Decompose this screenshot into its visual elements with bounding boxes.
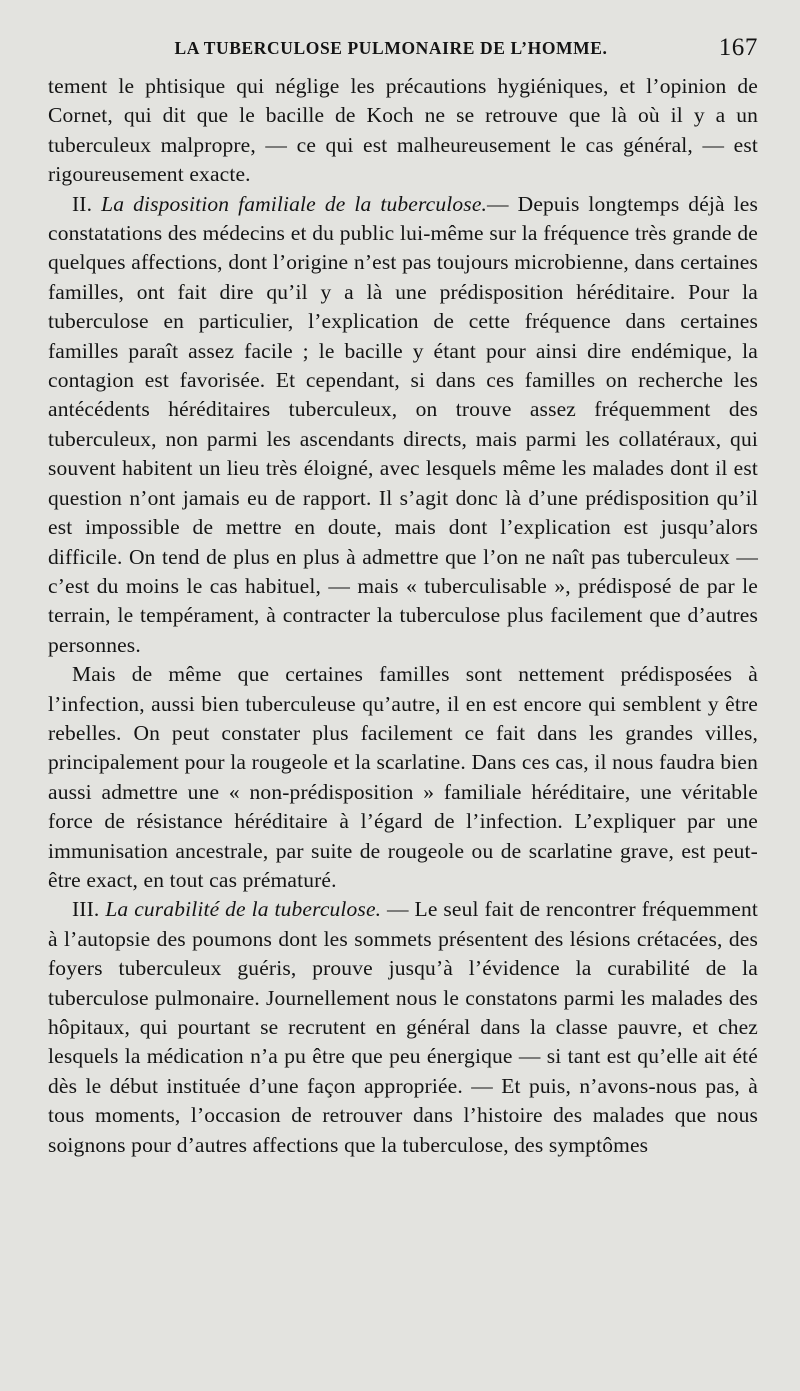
paragraph-text: tement le phtisique qui néglige les précautions hygiéniques, et l’opinion de Cornet, qui dit que le bacille de Koch ne se retrouve que là où il y a un tuberculeux malpropre, — ce qui est malheureusement le cas général, — est rigoureusement exacte. [48,74,758,187]
paragraph-text: — Depuis longtemps déjà les constatations des médecins et du public lui-même sur la fréquence très grande de quelques affections, dont l’origine n’est pas toujours microbienne, dans certaines familles, ont fait dire qu’il y a là une prédisposition héréditaire. Pour la tuberculose en particulier, l’explication de cette fréquence dans certaines familles paraît assez facile ; le bacille y étant pour ainsi dire endémique, la contagion est favorisée. Et cependant, si dans ces familles on recherche les antécédents héréditaires tuberculeux, on trouve assez fréquemment des tuberculeux, non parmi les ascendants directs, mais parmi les collatéraux, qui souvent habitent un lieu très éloigné, avec lesquels même les malades dont il est question n’ont jamais eu de rapport. Il s’agit donc là d’une prédisposition qu’il est impossible de mettre en doute, mais dont l’explication est jusqu’alors difficile. On tend de plus en plus à admettre que l’on ne naît pas tuberculeux — c’est du moins le cas habituel, — mais « tuberculisable », prédisposé de par le terrain, le tempérament, à contracter la tuberculose plus facilement que d’autres personnes. [48,191,759,657]
paragraph-text: — Le seul fait de rencontrer fréquemment à l’autopsie des poumons dont les sommets présentent des lésions crétacées, des foyers tuberculeux guéris, prouve jusqu’à l’évidence la curabilité de la tuberculose pulmonaire. Journellement nous le constatons parmi les malades des hôpitaux, qui pourtant se recrutent en général dans la classe pauvre, et chez lesquels la médication n’a pu être que peu énergique — si tant est qu’elle ait été dès le début instituée d’une façon appropriée. — Et puis, n’avons-nous pas, à tous moments, l’occasion de retrouver dans l’histoire des malades que nous soignons pour d’autres affections que la tuberculose, des symptômes [48,897,758,1157]
section-heading: La disposition familiale de la tuberculose. [101,191,488,216]
running-title: LA TUBERCULOSE PULMONAIRE DE L’HOMME. [174,38,608,58]
section-heading: La curabilité de la tuberculose. [105,897,382,922]
section-ii-paragraph [48,190,758,661]
page-number: 167 [718,34,758,61]
section-number: II. [72,191,93,216]
paragraph-continuation [48,72,758,190]
paragraph [48,660,758,895]
paragraph-text: Mais de même que certaines familles sont nettement prédisposées à l’infection, aussi bien tuberculeuse qu’autre, il en est encore qui semblent y être rebelles. On peut constater plus facilement ce fait dans les grandes villes, principalement pour la rougeole et la scarlatine. Dans ces cas, il nous faudra bien aussi admettre une « non-prédisposition » familiale héréditaire, une véritable force de résistance héréditaire à l’égard de l’infection. L’expliquer par une immunisation ancestrale, par suite de rougeole ou de scarlatine grave, est peut-être exact, en tout cas prématuré. [48,662,758,892]
section-number: III. [72,897,100,922]
section-iii-paragraph [48,895,758,1160]
body-text [48,72,758,1160]
running-header [48,34,758,72]
